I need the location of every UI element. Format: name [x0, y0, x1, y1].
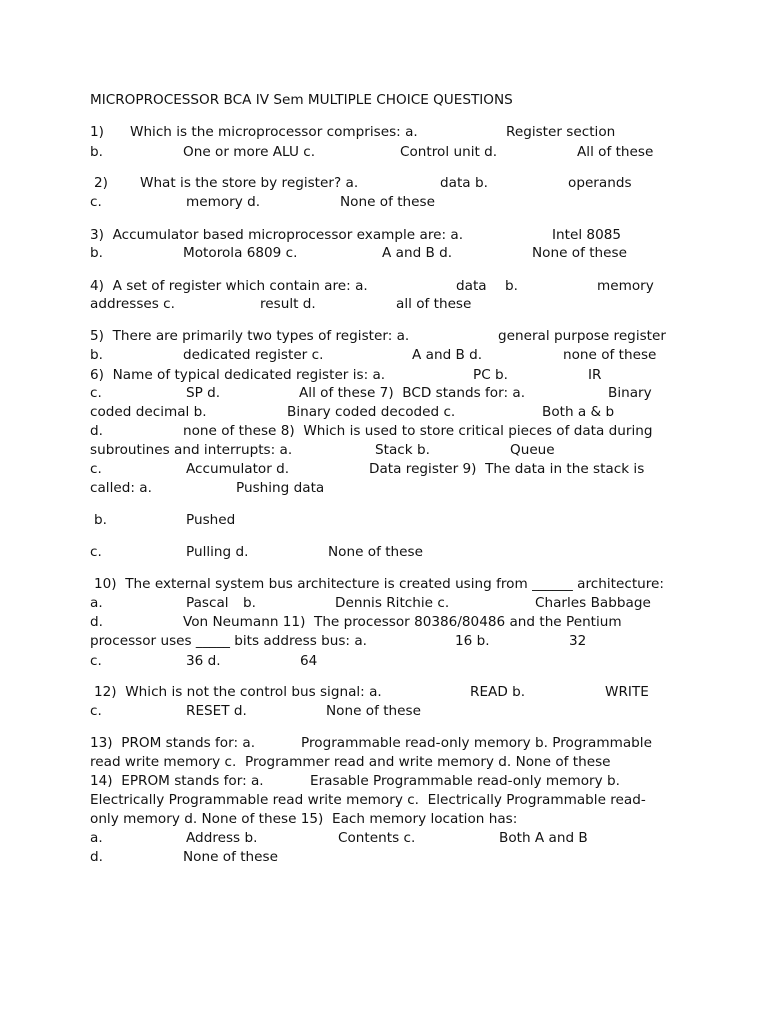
text-line-10-segment-2: general purpose register	[498, 328, 666, 344]
text-line-2-segment-2: Which is the microprocessor comprises: a.	[130, 124, 418, 140]
text-line-9-segment-3: all of these	[396, 296, 472, 312]
text-line-34-segment-1: d.	[90, 849, 103, 865]
text-line-5-segment-2: memory d.	[186, 194, 261, 210]
text-line-27-segment-3: None of these	[326, 703, 421, 719]
text-line-9-segment-1: addresses c.	[90, 296, 175, 312]
text-line-3-segment-3: Control unit d.	[400, 144, 498, 160]
text-line-6-segment-1: 3) Accumulator based microprocessor example are: a.	[90, 227, 464, 243]
text-line-1-segment-1: MICROPROCESSOR BCA IV Sem MULTIPLE CHOICE QUESTIONS	[90, 92, 513, 108]
text-line-3-segment-4: All of these	[577, 144, 654, 160]
text-line-4-segment-3: data b.	[440, 175, 488, 191]
text-line-33-segment-1: a.	[90, 830, 103, 846]
text-line-13-segment-3: All of these 7) BCD stands for: a.	[299, 385, 526, 401]
text-line-14-segment-2: Binary coded decoded c.	[287, 404, 456, 420]
text-line-12-segment-2: PC b.	[473, 367, 508, 383]
text-line-13-segment-2: SP d.	[186, 385, 221, 401]
text-line-24-segment-2: 16 b.	[455, 633, 490, 649]
text-line-21-segment-1: 10) The external system bus architecture is created using from ______ architecture:	[94, 576, 665, 592]
text-line-28-segment-1: 13) PROM stands for: a.	[90, 735, 256, 751]
text-line-24-segment-1: processor uses _____ bits address bus: a.	[90, 633, 367, 649]
text-line-13-segment-4: Binary	[608, 385, 652, 401]
text-line-22-segment-1: a.	[90, 595, 103, 611]
text-line-20-segment-1: c.	[90, 544, 102, 560]
text-line-9-segment-2: result d.	[260, 296, 316, 312]
text-line-19-segment-2: Pushed	[186, 512, 236, 528]
text-line-17-segment-3: Data register 9) The data in the stack is	[369, 461, 645, 477]
text-line-6-segment-2: Intel 8085	[552, 227, 622, 243]
text-line-23-segment-1: d.	[90, 614, 103, 630]
text-line-32-segment-1: only memory d. None of these 15) Each memory location has:	[90, 811, 518, 827]
text-line-11-segment-4: none of these	[563, 347, 657, 363]
text-line-30-segment-2: Erasable Programmable read-only memory b.	[310, 773, 620, 789]
text-line-24-segment-3: 32	[569, 633, 587, 649]
text-line-25-segment-1: c.	[90, 653, 102, 669]
text-line-13-segment-1: c.	[90, 385, 102, 401]
text-line-30-segment-1: 14) EPROM stands for: a.	[90, 773, 264, 789]
text-line-25-segment-3: 64	[300, 653, 318, 669]
text-line-17-segment-2: Accumulator d.	[186, 461, 290, 477]
text-line-22-segment-3: b.	[243, 595, 256, 611]
text-line-2-segment-1: 1)	[90, 124, 104, 140]
text-line-12-segment-3: IR	[588, 367, 602, 383]
text-line-4-segment-2: What is the store by register? a.	[140, 175, 359, 191]
text-line-16-segment-3: Queue	[510, 442, 555, 458]
text-line-29-segment-1: read write memory c. Programmer read and write memory d. None of these	[90, 754, 611, 770]
text-line-4-segment-1: 2)	[94, 175, 108, 191]
text-line-33-segment-3: Contents c.	[338, 830, 416, 846]
text-line-26-segment-2: READ b.	[470, 684, 526, 700]
text-line-12-segment-1: 6) Name of typical dedicated register is: a.	[90, 367, 386, 383]
text-line-8-segment-2: data	[456, 278, 487, 294]
text-line-14-segment-1: coded decimal b.	[90, 404, 207, 420]
text-line-33-segment-2: Address b.	[186, 830, 258, 846]
text-line-10-segment-1: 5) There are primarily two types of register: a.	[90, 328, 410, 344]
text-line-2-segment-3: Register section	[506, 124, 616, 140]
text-line-22-segment-4: Dennis Ritchie c.	[335, 595, 450, 611]
text-line-20-segment-3: None of these	[328, 544, 423, 560]
text-line-3-segment-2: One or more ALU c.	[183, 144, 316, 160]
text-line-11-segment-1: b.	[90, 347, 103, 363]
text-line-8-segment-1: 4) A set of register which contain are: a.	[90, 278, 368, 294]
text-line-22-segment-2: Pascal	[186, 595, 229, 611]
text-line-15-segment-1: d.	[90, 423, 103, 439]
text-line-16-segment-2: Stack b.	[375, 442, 430, 458]
text-line-7-segment-3: A and B d.	[382, 245, 453, 261]
text-line-11-segment-3: A and B d.	[412, 347, 483, 363]
text-line-7-segment-1: b.	[90, 245, 103, 261]
text-line-16-segment-1: subroutines and interrupts: a.	[90, 442, 293, 458]
text-line-26-segment-1: 12) Which is not the control bus signal: a.	[94, 684, 382, 700]
text-line-8-segment-3: b.	[505, 278, 518, 294]
text-line-34-segment-2: None of these	[183, 849, 278, 865]
text-line-15-segment-2: none of these 8) Which is used to store critical pieces of data during	[183, 423, 653, 439]
text-line-25-segment-2: 36 d.	[186, 653, 221, 669]
text-line-18-segment-1: called: a.	[90, 480, 152, 496]
text-line-31-segment-1: Electrically Programmable read write memory c. Electrically Programmable read-	[90, 792, 646, 808]
text-line-33-segment-4: Both A and B	[499, 830, 588, 846]
text-line-27-segment-2: RESET d.	[186, 703, 247, 719]
text-line-28-segment-2: Programmable read-only memory b. Programmable	[301, 735, 652, 751]
text-line-5-segment-3: None of these	[340, 194, 435, 210]
text-line-11-segment-2: dedicated register c.	[183, 347, 324, 363]
text-line-27-segment-1: c.	[90, 703, 102, 719]
text-line-20-segment-2: Pulling d.	[186, 544, 249, 560]
text-line-17-segment-1: c.	[90, 461, 102, 477]
text-line-7-segment-2: Motorola 6809 c.	[183, 245, 298, 261]
text-line-8-segment-4: memory	[597, 278, 654, 294]
text-line-14-segment-3: Both a & b	[542, 404, 615, 420]
text-line-18-segment-2: Pushing data	[236, 480, 325, 496]
text-line-5-segment-1: c.	[90, 194, 102, 210]
text-line-3-segment-1: b.	[90, 144, 103, 160]
text-line-7-segment-4: None of these	[532, 245, 627, 261]
text-line-19-segment-1: b.	[94, 512, 107, 528]
text-line-23-segment-2: Von Neumann 11) The processor 80386/80486 and the Pentium	[183, 614, 622, 630]
text-line-4-segment-4: operands	[568, 175, 632, 191]
text-line-22-segment-5: Charles Babbage	[535, 595, 651, 611]
text-line-26-segment-3: WRITE	[605, 684, 649, 700]
